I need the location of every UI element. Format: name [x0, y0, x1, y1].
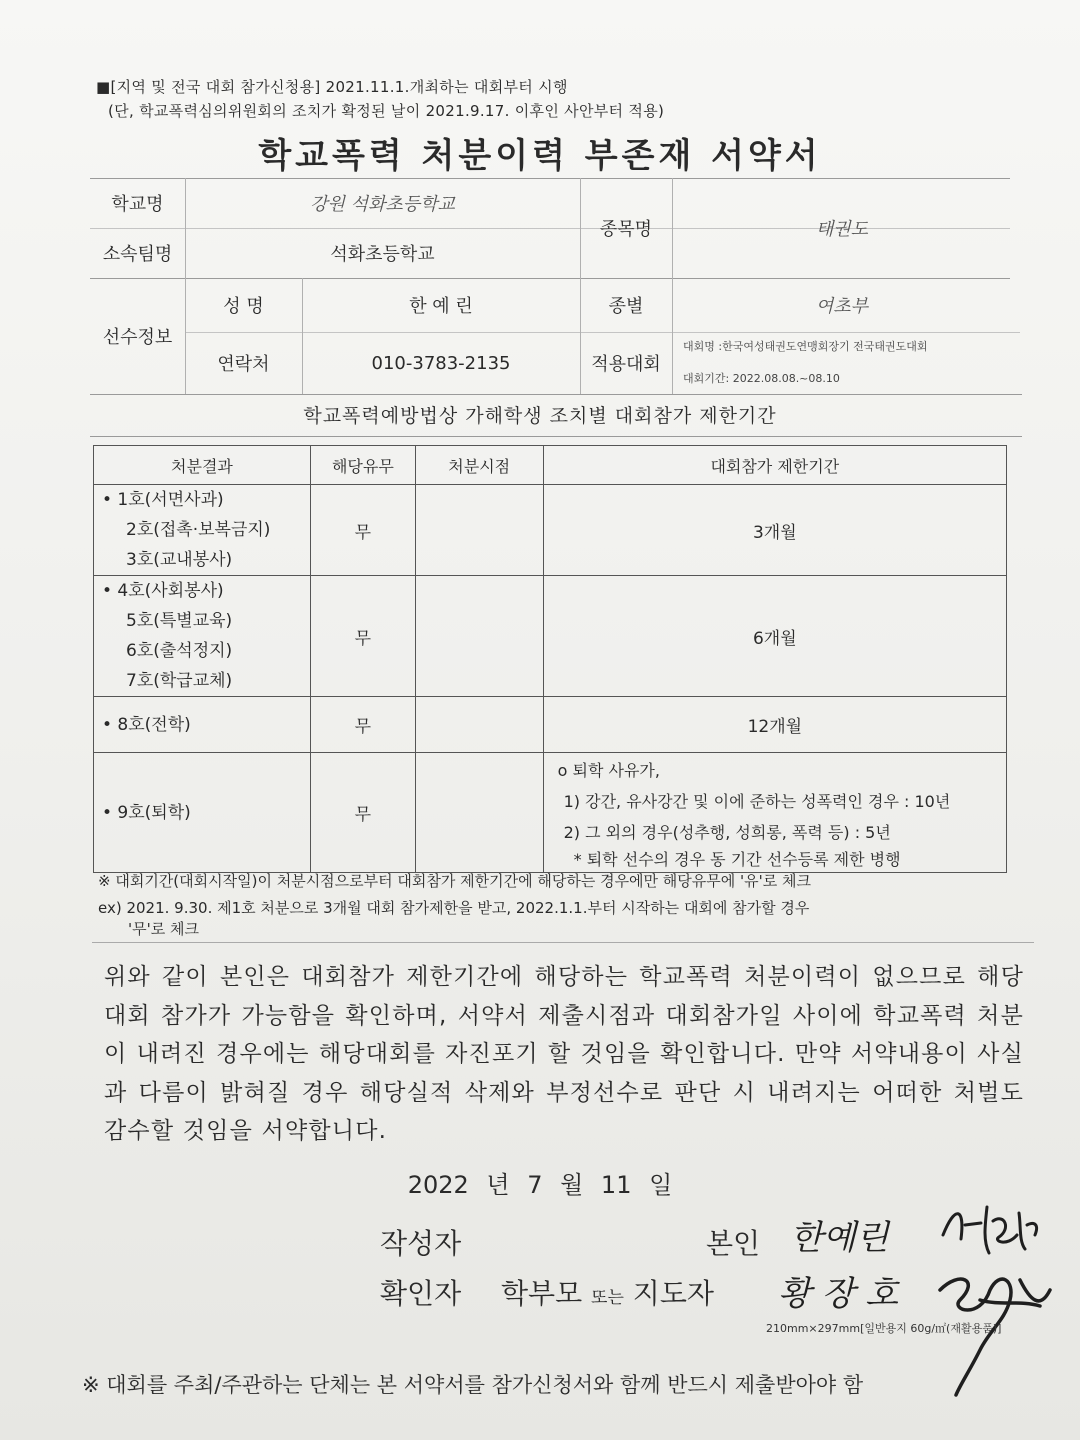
reason-line: 2) 그 외의 경우(성추행, 성희롱, 폭력 등) : 5년 [563, 823, 891, 842]
reason-line: o 퇴학 사유가, [557, 761, 660, 780]
divider [92, 942, 1034, 943]
coach-label: 지도자 [632, 1277, 714, 1310]
reason-line: * 퇴학 선수의 경우 동 기간 선수등록 제한 병행 [573, 850, 901, 869]
team-value: 석화초등학교 [330, 244, 435, 265]
pledge-text: 위와 같이 본인은 대회참가 제한기간에 해당하는 학교폭력 처분이력이 없으므로 해당 대회 참가가 가능함을 확인하며, 서약서 제출시점과 대회참가일 사이에 학교폭력 처분이 내려진 경우에는 해당대회를 자진포기 할 것임을 확인합니다. 만약 서약내용이 사실과 다름이 밝혀질 경우 해당실적 삭제와 부정선수로 판단 시 내려지는 어떠한 처벌도 감수할 것임을 서약합니다. [104, 964, 1024, 1144]
coach-signature-name: 황 장 호 [778, 1274, 899, 1314]
table-row [94, 697, 1007, 753]
applicable-cell: 무 [310, 485, 415, 576]
disposition-item: 5호(특별교육) [126, 611, 233, 631]
column-header: 처분시점 [415, 446, 543, 485]
note-example: ex) 2021. 9.30. 제1호 처분으로 3개월 대회 참가제한을 받고, 2022.1.1.부터 시작하는 대회에 참가할 경우 [98, 899, 810, 917]
applicable-cell: 무 [310, 697, 415, 753]
name-label: 성 명 [223, 296, 264, 317]
note-check-instruction: ※ 대회기간(대회시작일)이 처분시점으로부터 대회참가 제한기간에 해당하는 경우에만 해당유무에 '유'로 체크 [98, 872, 811, 890]
restriction-period-cell: 3개월 [543, 485, 1006, 576]
or-label: 또는 [591, 1288, 624, 1308]
restriction-heading: 학교폭력예방법상 가해학생 조치별 대회참가 제한기간 [303, 405, 777, 427]
school-value: 강원 석화초등학교 [310, 194, 455, 215]
category-value: 여초부 [815, 296, 869, 317]
reason-line: 1) 강간, 유사강간 및 이에 준하는 성폭력인 경우 : 10년 [563, 792, 951, 811]
competition-period: 대회기간: 2022.08.08.~08.10 [683, 372, 840, 385]
competition-label: 적용대회 [591, 354, 661, 375]
expulsion-reasons-cell [543, 753, 1006, 873]
player-name: 한 예 린 [409, 296, 473, 317]
applicable-cell: 무 [310, 753, 415, 873]
disposition-item: • 8호(전학) [102, 714, 191, 735]
contact-value: 010-3783-2135 [371, 352, 511, 374]
document-title: 학교폭력 처분이력 부존재 서약서 [258, 136, 822, 176]
disposition-cell [94, 485, 311, 576]
pledge-date: 2022 년 7 월 11 일 [407, 1171, 673, 1199]
disposition-cell [94, 697, 311, 753]
parent-label: 학부모 [500, 1277, 583, 1310]
disposition-item: 7호(학급교체) [126, 671, 233, 691]
paper-spec: 210mm×297mm[일반용지 60g/㎡(재활용품)] [766, 1322, 1002, 1335]
disposition-cell [94, 753, 311, 873]
author-label: 작성자 [380, 1227, 462, 1260]
restriction-period-cell: 12개월 [543, 697, 1006, 753]
contact-label: 연락처 [217, 354, 270, 375]
disposition-cell [94, 576, 311, 697]
self-signature [935, 1195, 1045, 1265]
event-label: 종목명 [599, 219, 653, 240]
column-header: 처분결과 [94, 446, 311, 485]
disposition-item: • 9호(퇴학) [102, 802, 191, 823]
competition-name: 대회명 :한국여성태권도연맹회장기 전국태권도대회 [683, 340, 928, 353]
notice-line-1: ■[지역 및 전국 대회 참가신청용] 2021.11.1.개최하는 대회부터 시행 [96, 78, 568, 96]
discipline-table [93, 445, 1007, 873]
disposition-item: 2호(접촉·보복금지) [126, 520, 271, 540]
restriction-period-cell: 6개월 [543, 576, 1006, 697]
self-signature-name: 한예린 [790, 1218, 889, 1258]
grid-line [90, 436, 1022, 437]
table-row [94, 576, 1007, 697]
disposition-item: 6호(출석정지) [126, 641, 233, 661]
note-example-cont: '무'로 체크 [128, 920, 199, 938]
event-value: 태권도 [815, 219, 869, 240]
table-row [94, 753, 1007, 873]
notice-line-2: (단, 학교폭력심의위원회의 조치가 확정된 날이 2021.9.17. 이후인 사안부터 적용) [108, 102, 665, 120]
self-label: 본인 [706, 1227, 761, 1260]
checker-label: 확인자 [380, 1277, 462, 1310]
disposition-item: • 1호(서면사과) [102, 490, 224, 510]
column-header: 해당유무 [310, 446, 415, 485]
footer-note: ※ 대회를 주최/주관하는 단체는 본 서약서를 참가신청서와 함께 반드시 제출받아야 함 [82, 1373, 864, 1397]
school-label: 학교명 [111, 194, 164, 215]
disposition-date-cell [415, 753, 543, 873]
disposition-item: 3호(교내봉사) [126, 550, 233, 570]
player-info-label: 선수정보 [102, 327, 173, 348]
disposition-date-cell [415, 697, 543, 753]
grid-line [90, 394, 1022, 395]
table-header-row [94, 446, 1007, 485]
column-header: 대회참가 제한기간 [543, 446, 1006, 485]
checker-line [380, 1272, 714, 1312]
team-label: 소속팀명 [102, 244, 173, 265]
table-row [94, 485, 1007, 576]
disposition-date-cell [415, 576, 543, 697]
disposition-date-cell [415, 485, 543, 576]
category-label: 종별 [608, 296, 644, 317]
applicable-cell: 무 [310, 576, 415, 697]
disposition-item: • 4호(사회봉사) [102, 581, 224, 601]
